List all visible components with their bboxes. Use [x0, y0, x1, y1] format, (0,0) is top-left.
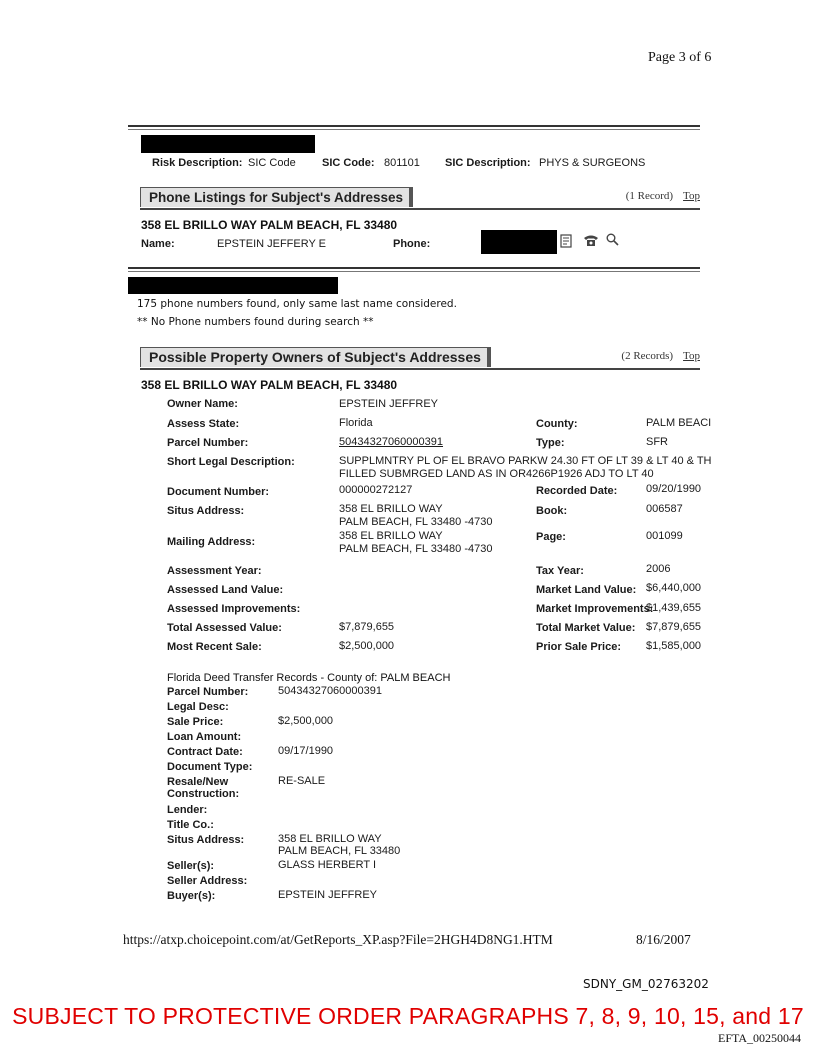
mailing-address-line1: 358 EL BRILLO WAY — [339, 530, 443, 542]
deed-label: Seller Address: — [167, 875, 248, 887]
source-url: https://atxp.choicepoint.com/at/GetReports_XP.asp?File=2HGH4D8NG1.HTM — [123, 932, 553, 947]
market-land-label: Market Land Value: — [536, 584, 637, 596]
deed-label: Title Co.: — [167, 819, 214, 831]
deed-label-continued: Construction: — [167, 788, 240, 800]
short-legal-label: Short Legal Description: — [167, 456, 295, 468]
efta-number: EFTA_00250044 — [718, 1031, 802, 1045]
redaction-box — [141, 135, 315, 153]
sic-description-value: PHYS & SURGEONS — [539, 157, 646, 169]
redaction-box — [128, 277, 338, 294]
bates-number: SDNY_GM_02763202 — [583, 977, 709, 991]
deed-value: RE-SALE — [278, 775, 326, 787]
owner-name-value: EPSTEIN JEFFREY — [339, 398, 439, 410]
tax-year-value: 2006 — [646, 563, 671, 575]
deed-value: GLASS HERBERT I — [278, 859, 377, 871]
deed-label: Seller(s): — [167, 860, 215, 872]
situs-address-label: Situs Address: — [167, 505, 245, 517]
document-number-label: Document Number: — [167, 486, 270, 498]
top-link[interactable]: Top — [683, 190, 700, 202]
total-assessed-value: $7,879,655 — [339, 621, 395, 633]
sic-description-label: SIC Description: — [445, 157, 531, 169]
property-owners-header — [140, 347, 700, 370]
name-label: Name: — [141, 238, 175, 250]
situs-address-line2: PALM BEACH, FL 33480 -4730 — [339, 516, 493, 528]
telephone-icon-svg — [583, 234, 599, 247]
market-improvements-value: $1,439,655 — [646, 602, 702, 614]
phone-listing-address: 358 EL BRILLO WAY PALM BEACH, FL 33480 — [141, 218, 398, 232]
divider — [128, 271, 700, 272]
assess-state-label: Assess State: — [167, 418, 240, 430]
protective-order-stamp: SUBJECT TO PROTECTIVE ORDER PARAGRAPHS 7, 8, 9, 10, 15, and 17 — [12, 1003, 804, 1029]
section-title: Phone Listings for Subject's Addresses — [140, 187, 410, 207]
type-label: Type: — [536, 437, 565, 449]
page-value: 001099 — [646, 530, 683, 542]
total-market-value: $7,879,655 — [646, 621, 702, 633]
divider — [128, 267, 700, 269]
deed-label: Situs Address: — [167, 834, 245, 846]
deed-value: 50434327060000391 — [278, 685, 383, 697]
book-label: Book: — [536, 505, 568, 517]
parcel-number-link[interactable]: 50434327060000391 — [339, 436, 444, 448]
deed-label: Legal Desc: — [167, 701, 229, 713]
sic-code-value: 801101 — [384, 157, 420, 169]
record-count-text: (2 Records) — [621, 350, 674, 362]
short-legal-line2: FILLED SUBMRGED LAND AS IN OR4266P1926 ADJ TO LT 40 — [339, 468, 654, 480]
magnifier-icon[interactable] — [606, 233, 619, 249]
phone-listings-header — [140, 187, 700, 210]
deed-value: EPSTEIN JEFFREY — [278, 889, 378, 901]
prior-sale-value: $1,585,000 — [646, 640, 702, 652]
redaction-box — [481, 230, 557, 254]
book-value: 006587 — [646, 503, 683, 515]
deed-label: Loan Amount: — [167, 731, 242, 743]
document-icon-svg — [560, 234, 572, 248]
deed-value: 358 EL BRILLO WAY — [278, 833, 382, 845]
page-number: Page 3 of 6 — [648, 50, 712, 65]
deed-label: Contract Date: — [167, 746, 243, 758]
mailing-address-label: Mailing Address: — [167, 536, 256, 548]
county-label: County: — [536, 418, 578, 430]
deed-label: Sale Price: — [167, 716, 224, 728]
short-legal-line1: SUPPLMNTRY PL OF EL BRAVO PARKW 24.30 FT OF LT 39 & LT 40 & TH — [339, 455, 712, 467]
situs-address-line1: 358 EL BRILLO WAY — [339, 503, 443, 515]
county-value: PALM BEACI — [646, 417, 712, 429]
owner-name-label: Owner Name: — [167, 398, 238, 410]
assessed-land-label: Assessed Land Value: — [167, 584, 284, 596]
total-assessed-label: Total Assessed Value: — [167, 622, 282, 634]
document-icon[interactable] — [560, 234, 572, 251]
parcel-number-label: Parcel Number: — [167, 437, 249, 449]
type-value: SFR — [646, 436, 668, 448]
top-link[interactable]: Top — [683, 350, 700, 362]
mailing-address-line2: PALM BEACH, FL 33480 -4730 — [339, 543, 493, 555]
deed-label: Parcel Number: — [167, 686, 249, 698]
print-date: 8/16/2007 — [636, 932, 691, 947]
phone-label: Phone: — [393, 238, 431, 250]
market-land-value: $6,440,000 — [646, 582, 702, 594]
divider — [128, 125, 700, 127]
prior-sale-label: Prior Sale Price: — [536, 641, 621, 653]
total-market-label: Total Market Value: — [536, 622, 636, 634]
deed-value: 09/17/1990 — [278, 745, 334, 757]
tax-year-label: Tax Year: — [536, 565, 584, 577]
assessment-year-label: Assessment Year: — [167, 565, 262, 577]
market-improvements-label: Market Improvements: — [536, 603, 654, 615]
assess-state-value: Florida — [339, 417, 373, 429]
record-count-text: (1 Record) — [625, 190, 674, 202]
sic-code-label: SIC Code: — [322, 157, 375, 169]
deed-value-continued: PALM BEACH, FL 33480 — [278, 845, 401, 857]
deed-value: $2,500,000 — [278, 715, 334, 727]
phone-search-found: 175 phone numbers found, only same last name considered. — [137, 298, 457, 310]
magnifier-icon-svg — [606, 233, 619, 246]
phone-search-none: ** No Phone numbers found during search ** — [137, 316, 374, 328]
deed-label: Document Type: — [167, 761, 253, 773]
record-count — [626, 190, 700, 202]
risk-description-value: SIC Code — [248, 157, 296, 169]
deed-heading: Florida Deed Transfer Records - County of: PALM BEACH — [167, 672, 451, 684]
assessed-improvements-label: Assessed Improvements: — [167, 603, 301, 615]
document-number-value: 000000272127 — [339, 484, 413, 496]
page-label: Page: — [536, 531, 566, 543]
section-title: Possible Property Owners of Subject's Addresses — [140, 347, 488, 367]
deed-label: Resale/New — [167, 776, 229, 788]
most-recent-sale-value: $2,500,000 — [339, 640, 395, 652]
record-count — [621, 350, 700, 362]
telephone-icon[interactable] — [583, 234, 599, 250]
recorded-date-value: 09/20/1990 — [646, 483, 702, 495]
deed-label: Buyer(s): — [167, 890, 216, 902]
deed-label: Lender: — [167, 804, 208, 816]
recorded-date-label: Recorded Date: — [536, 485, 618, 497]
property-address: 358 EL BRILLO WAY PALM BEACH, FL 33480 — [141, 378, 398, 392]
risk-row — [152, 157, 242, 169]
risk-description-label: Risk Description: — [152, 157, 243, 169]
divider — [128, 129, 700, 130]
most-recent-sale-label: Most Recent Sale: — [167, 641, 262, 653]
name-value: EPSTEIN JEFFERY E — [217, 238, 327, 250]
